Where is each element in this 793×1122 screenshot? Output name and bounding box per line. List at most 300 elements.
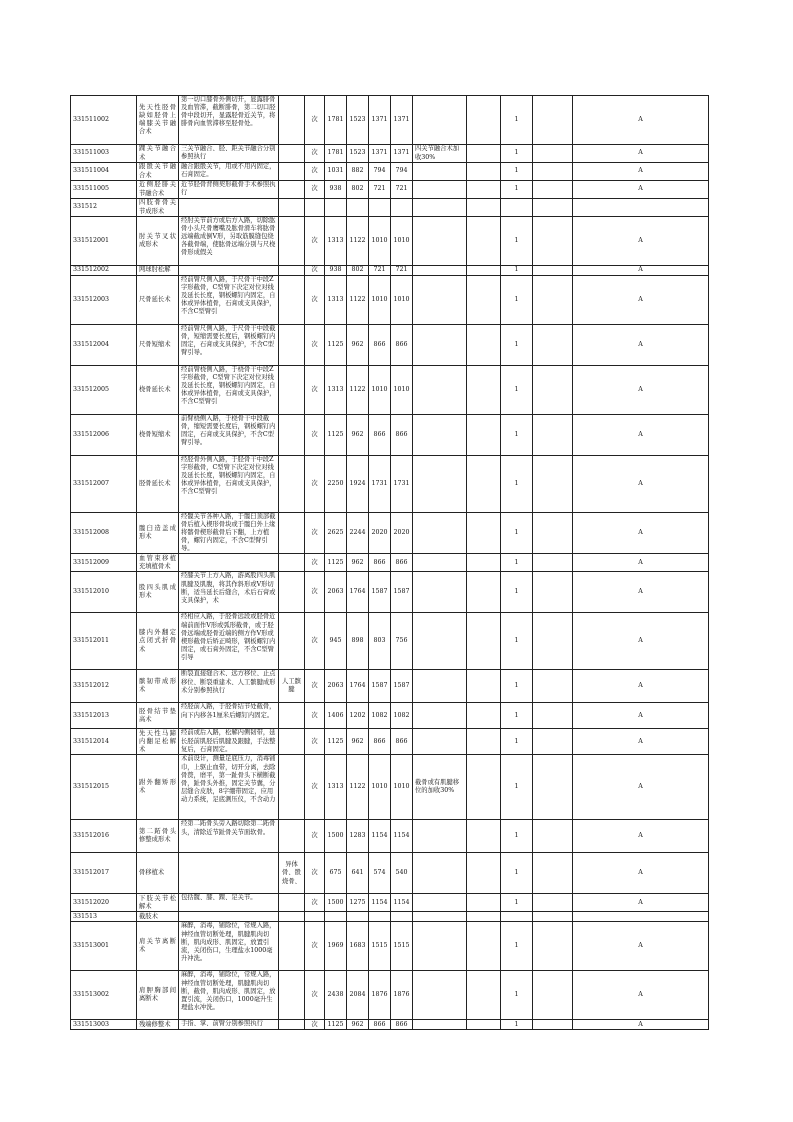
category-cell: A — [573, 415, 709, 456]
unit-cell: 次 — [305, 922, 325, 971]
price-level-2-cell: 1122 — [347, 366, 369, 415]
price-level-1-cell: 1781 — [325, 145, 347, 163]
item-description-cell — [179, 912, 279, 922]
category-cell: A — [573, 922, 709, 971]
item-name-cell: 膝内外翻定点闭式折骨术 — [137, 613, 179, 670]
price-level-4-cell: 756 — [391, 613, 413, 670]
price-level-3-cell: 1731 — [369, 456, 391, 513]
price-level-1-cell: 1969 — [325, 922, 347, 971]
grade-cell: 1 — [501, 456, 533, 513]
item-code-cell: 331512003 — [71, 276, 137, 325]
price-level-4-cell: 721 — [391, 181, 413, 199]
blank-cell — [467, 572, 501, 613]
blank-cell — [467, 1020, 501, 1030]
price-level-1-cell: 2063 — [325, 670, 347, 703]
price-level-3-cell: 866 — [369, 729, 391, 755]
price-level-2-cell: 802 — [347, 181, 369, 199]
note-cell — [413, 325, 467, 366]
blank-cell — [467, 513, 501, 554]
item-description-cell: 经胫骨外侧入路，于胫骨干中段Z字形截骨，C型臂下决定对位对线及延长长度，钢板螺钉内固定，自体或异体植骨，石膏或支具保护，不含C型臂引 — [179, 456, 279, 513]
note-cell — [413, 513, 467, 554]
blank-cell — [533, 853, 573, 894]
price-table-sheet — [70, 95, 708, 1030]
note-cell — [413, 820, 467, 853]
category-cell: A — [573, 513, 709, 554]
table-row — [71, 266, 709, 276]
unit-cell: 次 — [305, 755, 325, 820]
table-row — [71, 325, 709, 366]
price-level-2-cell: 641 — [347, 853, 369, 894]
blank-cell — [533, 670, 573, 703]
blank-cell — [467, 971, 501, 1020]
note-cell — [413, 853, 467, 894]
grade-cell: 1 — [501, 415, 533, 456]
unit-cell: 次 — [305, 181, 325, 199]
grade-cell: 1 — [501, 96, 533, 145]
price-level-2-cell: 1683 — [347, 922, 369, 971]
excluded-items-cell — [279, 572, 305, 613]
blank-cell — [467, 554, 501, 572]
price-level-4-cell: 866 — [391, 729, 413, 755]
note-cell — [413, 613, 467, 670]
price-level-1-cell: 1125 — [325, 325, 347, 366]
item-code-cell: 331512013 — [71, 703, 137, 729]
price-level-1-cell: 1500 — [325, 820, 347, 853]
note-cell — [413, 922, 467, 971]
table-row — [71, 513, 709, 554]
blank-cell — [467, 922, 501, 971]
blank-cell — [467, 729, 501, 755]
note-cell — [413, 217, 467, 266]
table-row — [71, 276, 709, 325]
price-level-4-cell: 1587 — [391, 670, 413, 703]
grade-cell: 1 — [501, 325, 533, 366]
price-level-4-cell: 866 — [391, 415, 413, 456]
category-cell: A — [573, 276, 709, 325]
price-level-4-cell — [391, 199, 413, 217]
item-name-cell: 尺骨延长术 — [137, 276, 179, 325]
item-name-cell: 血管束移植充填植骨术 — [137, 554, 179, 572]
unit-cell: 次 — [305, 820, 325, 853]
price-level-4-cell: 1010 — [391, 217, 413, 266]
item-description-cell: 经前臂桡侧入路，于桡骨干中段Z字形截骨，C型臂下决定对位对线及延长长度，钢板螺钉内固定，自体或异体植骨，石膏或支具保护，不含C型臂引 — [179, 366, 279, 415]
unit-cell: 次 — [305, 971, 325, 1020]
grade-cell: 1 — [501, 513, 533, 554]
item-name-cell: 肩关节离断术 — [137, 922, 179, 971]
blank-cell — [533, 755, 573, 820]
unit-cell: 次 — [305, 670, 325, 703]
item-code-cell: 331512 — [71, 199, 137, 217]
category-cell: A — [573, 163, 709, 181]
note-cell: 四关节融合术加收30% — [413, 145, 467, 163]
price-level-4-cell: 2020 — [391, 513, 413, 554]
table-row — [71, 613, 709, 670]
price-level-2-cell: 1523 — [347, 145, 369, 163]
price-level-2-cell: 1122 — [347, 217, 369, 266]
table-row — [71, 366, 709, 415]
grade-cell: 1 — [501, 276, 533, 325]
price-level-4-cell: 866 — [391, 554, 413, 572]
price-level-1-cell: 938 — [325, 266, 347, 276]
note-cell — [413, 894, 467, 912]
grade-cell: 1 — [501, 729, 533, 755]
price-level-2-cell: 962 — [347, 729, 369, 755]
table-row — [71, 729, 709, 755]
table-row — [71, 703, 709, 729]
price-level-1-cell — [325, 912, 347, 922]
price-level-1-cell: 1125 — [325, 415, 347, 456]
item-name-cell: 跟骰关节融合术 — [137, 163, 179, 181]
price-level-3-cell: 866 — [369, 554, 391, 572]
excluded-items-cell — [279, 729, 305, 755]
price-level-1-cell: 2063 — [325, 572, 347, 613]
blank-cell — [533, 894, 573, 912]
item-code-cell: 331512015 — [71, 755, 137, 820]
price-level-3-cell: 1154 — [369, 894, 391, 912]
price-level-2-cell: 1924 — [347, 456, 369, 513]
blank-cell — [533, 199, 573, 217]
price-level-2-cell: 898 — [347, 613, 369, 670]
price-level-4-cell: 1010 — [391, 276, 413, 325]
excluded-items-cell — [279, 912, 305, 922]
price-level-4-cell: 1010 — [391, 366, 413, 415]
category-cell: A — [573, 853, 709, 894]
item-name-cell: 踝关节融合术 — [137, 145, 179, 163]
note-cell — [413, 971, 467, 1020]
unit-cell: 次 — [305, 729, 325, 755]
table-row — [71, 971, 709, 1020]
unit-cell: 次 — [305, 266, 325, 276]
item-name-cell: 桡骨延长术 — [137, 366, 179, 415]
grade-cell: 1 — [501, 572, 533, 613]
price-level-3-cell: 866 — [369, 415, 391, 456]
unit-cell: 次 — [305, 366, 325, 415]
price-level-2-cell: 962 — [347, 325, 369, 366]
item-code-cell: 331512006 — [71, 415, 137, 456]
item-code-cell: 331513 — [71, 912, 137, 922]
item-name-cell: 下肢关节松解术 — [137, 894, 179, 912]
item-description-cell: 经前或后入路，松解内侧韧带，延长胫前肌胫后肌腱及跟腱，手法整复后，石膏固定。 — [179, 729, 279, 755]
price-level-1-cell: 945 — [325, 613, 347, 670]
price-level-2-cell: 2244 — [347, 513, 369, 554]
price-level-4-cell — [391, 912, 413, 922]
unit-cell: 次 — [305, 276, 325, 325]
table-row — [71, 853, 709, 894]
price-level-2-cell: 962 — [347, 1020, 369, 1030]
table-row — [71, 199, 709, 217]
excluded-items-cell — [279, 613, 305, 670]
grade-cell: 1 — [501, 853, 533, 894]
excluded-items-cell: 异体骨、骰烧骨、 — [279, 853, 305, 894]
item-code-cell: 331512001 — [71, 217, 137, 266]
price-level-2-cell: 1283 — [347, 820, 369, 853]
category-cell: A — [573, 456, 709, 513]
item-code-cell: 331512017 — [71, 853, 137, 894]
table-row — [71, 456, 709, 513]
price-level-2-cell: 1202 — [347, 703, 369, 729]
price-level-3-cell — [369, 912, 391, 922]
price-level-4-cell: 866 — [391, 325, 413, 366]
category-cell — [573, 199, 709, 217]
blank-cell — [467, 613, 501, 670]
blank-cell — [533, 729, 573, 755]
blank-cell — [467, 145, 501, 163]
unit-cell: 次 — [305, 1020, 325, 1030]
category-cell: A — [573, 613, 709, 670]
category-cell: A — [573, 894, 709, 912]
price-level-2-cell: 882 — [347, 163, 369, 181]
excluded-items-cell — [279, 820, 305, 853]
price-level-3-cell: 2020 — [369, 513, 391, 554]
item-code-cell: 331512009 — [71, 554, 137, 572]
blank-cell — [533, 266, 573, 276]
excluded-items-cell — [279, 266, 305, 276]
grade-cell: 1 — [501, 145, 533, 163]
note-cell — [413, 415, 467, 456]
item-description-cell: 融合跟骰关节，用或不用内固定，石膏固定。 — [179, 163, 279, 181]
blank-cell — [533, 820, 573, 853]
blank-cell — [533, 971, 573, 1020]
category-cell: A — [573, 670, 709, 703]
item-description-cell: 手指、掌、前臂分别参照执行 — [179, 1020, 279, 1030]
item-name-cell: 肘关节叉状成形术 — [137, 217, 179, 266]
price-level-3-cell: 1515 — [369, 922, 391, 971]
grade-cell: 1 — [501, 217, 533, 266]
excluded-items-cell — [279, 703, 305, 729]
note-cell — [413, 554, 467, 572]
item-description-cell: 前臂桡侧入路，于桡骨干中段截骨，缩短需要长度后，钢板螺钉内固定，石膏或支具保护，不含C型臂引导。 — [179, 415, 279, 456]
blank-cell — [533, 613, 573, 670]
price-level-3-cell — [369, 199, 391, 217]
grade-cell: 1 — [501, 1020, 533, 1030]
price-level-4-cell: 1371 — [391, 145, 413, 163]
grade-cell: 1 — [501, 971, 533, 1020]
item-code-cell: 331513003 — [71, 1020, 137, 1030]
item-name-cell: 先天性胫骨缺如胫骨上端膝关节融合术 — [137, 96, 179, 145]
price-level-2-cell: 962 — [347, 554, 369, 572]
item-code-cell: 331512016 — [71, 820, 137, 853]
item-code-cell: 331511002 — [71, 96, 137, 145]
category-cell: A — [573, 266, 709, 276]
item-name-cell: 近侧胫腓关节融合术 — [137, 181, 179, 199]
price-level-4-cell: 1154 — [391, 820, 413, 853]
category-cell: A — [573, 325, 709, 366]
item-description-cell: 第一切口膝骨外侧切开，显露腓骨及血管滞，截断腓骨，第二切口胫骨中段切开，显露胫骨近关节，将腓骨向血管滞移至胫骨处。 — [179, 96, 279, 145]
table-row — [71, 163, 709, 181]
item-name-cell: 髌韧带成形术 — [137, 670, 179, 703]
price-level-4-cell: 1515 — [391, 922, 413, 971]
unit-cell: 次 — [305, 217, 325, 266]
price-level-1-cell: 2250 — [325, 456, 347, 513]
blank-cell — [467, 755, 501, 820]
item-code-cell: 331512008 — [71, 513, 137, 554]
excluded-items-cell — [279, 217, 305, 266]
item-description-cell: 经相应入路，于胫骨远段或胫骨近端前面作V形或弧形截骨，或于胫骨远端或胫骨近端的侧方作V形或楔形截骨后矫正畸形，钢板螺钉内固定，或石膏外固定，不含C型臂引导 — [179, 613, 279, 670]
note-cell — [413, 181, 467, 199]
excluded-items-cell — [279, 181, 305, 199]
item-code-cell: 331512002 — [71, 266, 137, 276]
excluded-items-cell — [279, 96, 305, 145]
price-level-3-cell: 794 — [369, 163, 391, 181]
excluded-items-cell — [279, 325, 305, 366]
grade-cell — [501, 912, 533, 922]
note-cell — [413, 1020, 467, 1030]
item-code-cell: 331511005 — [71, 181, 137, 199]
blank-cell — [533, 513, 573, 554]
price-level-2-cell: 2084 — [347, 971, 369, 1020]
price-table — [70, 95, 709, 1030]
item-description-cell — [179, 554, 279, 572]
item-code-cell: 331513001 — [71, 922, 137, 971]
unit-cell: 次 — [305, 894, 325, 912]
table-row — [71, 572, 709, 613]
item-name-cell: 第二跖骨头修整成形术 — [137, 820, 179, 853]
note-cell — [413, 572, 467, 613]
price-level-4-cell: 1010 — [391, 755, 413, 820]
price-level-2-cell: 1764 — [347, 572, 369, 613]
item-code-cell: 331512020 — [71, 894, 137, 912]
unit-cell: 次 — [305, 415, 325, 456]
price-level-2-cell: 1275 — [347, 894, 369, 912]
item-name-cell: 胫骨结节垫高术 — [137, 703, 179, 729]
price-level-1-cell: 1125 — [325, 729, 347, 755]
table-row — [71, 96, 709, 145]
item-description-cell: 经肘关节前方或后方入路，切除肱骨小头尺骨鹰嘴及肱骨滑车将肱骨远端截成倒V形，另取筋膜缝包绕各截骨端，使肱骨远端分别与尺桡骨形成假关 — [179, 217, 279, 266]
item-code-cell: 331511003 — [71, 145, 137, 163]
excluded-items-cell — [279, 456, 305, 513]
price-level-2-cell — [347, 912, 369, 922]
table-row — [71, 145, 709, 163]
category-cell: A — [573, 820, 709, 853]
blank-cell — [467, 670, 501, 703]
table-row — [71, 670, 709, 703]
blank-cell — [467, 853, 501, 894]
unit-cell: 次 — [305, 703, 325, 729]
item-code-cell: 331512012 — [71, 670, 137, 703]
item-code-cell: 331512014 — [71, 729, 137, 755]
unit-cell: 次 — [305, 96, 325, 145]
unit-cell: 次 — [305, 513, 325, 554]
item-name-cell: 桡骨短缩术 — [137, 415, 179, 456]
note-cell — [413, 163, 467, 181]
blank-cell — [533, 145, 573, 163]
category-cell: A — [573, 554, 709, 572]
excluded-items-cell — [279, 276, 305, 325]
price-level-2-cell: 1122 — [347, 755, 369, 820]
price-level-1-cell: 675 — [325, 853, 347, 894]
unit-cell: 次 — [305, 853, 325, 894]
blank-cell — [467, 181, 501, 199]
blank-cell — [467, 703, 501, 729]
blank-cell — [533, 922, 573, 971]
blank-cell — [467, 163, 501, 181]
price-level-1-cell: 2438 — [325, 971, 347, 1020]
price-level-2-cell: 962 — [347, 415, 369, 456]
item-description-cell — [179, 853, 279, 894]
blank-cell — [467, 366, 501, 415]
item-description-cell: 经髋关节各种入路，于髋臼顶部截骨后植入楔形骨块或于髋臼外上缘将髂骨楔形截骨后下翻，上方植骨，螺钉内固定，不含C型臂引导。 — [179, 513, 279, 554]
item-description-cell: 经前臂尺侧入路，于尺骨干中段截骨，短缩需要长度后，钢板螺钉内固定，石膏或支具保护，不含C型臂引导。 — [179, 325, 279, 366]
category-cell: A — [573, 572, 709, 613]
note-cell — [413, 456, 467, 513]
item-name-cell: 髋臼造盖成形术 — [137, 513, 179, 554]
note-cell — [413, 276, 467, 325]
unit-cell: 次 — [305, 163, 325, 181]
price-level-1-cell: 1125 — [325, 554, 347, 572]
item-description-cell: 术前设计，测量足底压力，消毒铺巾，上驱止血带，切开分离，去除骨赘，磨平，第一趾骨头下横断截骨，趾骨头外推，固定关节囊，分层缝合皮肤，8字绷带固定，应用动力系统，足底测压仪，不含动力 — [179, 755, 279, 820]
item-code-cell: 331512011 — [71, 613, 137, 670]
excluded-items-cell — [279, 894, 305, 912]
grade-cell: 1 — [501, 670, 533, 703]
price-level-2-cell: 1122 — [347, 276, 369, 325]
price-level-3-cell: 1010 — [369, 755, 391, 820]
item-description-cell: 经第二跖骨头旁入路切除第二跖骨头，清除近节趾骨关节面软骨。 — [179, 820, 279, 853]
category-cell: A — [573, 971, 709, 1020]
item-code-cell: 331512004 — [71, 325, 137, 366]
item-description-cell: 经前臂尺侧入路，于尺骨干中段Z字形截骨，C型臂下决定对位对线及延长长度，钢板螺钉内固定，自体或异体植骨，石膏或支具保护，不含C型臂引 — [179, 276, 279, 325]
table-row — [71, 820, 709, 853]
price-level-1-cell: 938 — [325, 181, 347, 199]
unit-cell — [305, 199, 325, 217]
category-cell: A — [573, 217, 709, 266]
excluded-items-cell — [279, 755, 305, 820]
price-level-4-cell: 540 — [391, 853, 413, 894]
grade-cell: 1 — [501, 894, 533, 912]
price-level-3-cell: 1876 — [369, 971, 391, 1020]
item-code-cell: 331512005 — [71, 366, 137, 415]
blank-cell — [467, 912, 501, 922]
category-cell: A — [573, 181, 709, 199]
table-row — [71, 755, 709, 820]
unit-cell — [305, 912, 325, 922]
blank-cell — [467, 894, 501, 912]
price-level-3-cell: 1154 — [369, 820, 391, 853]
price-level-3-cell: 866 — [369, 1020, 391, 1030]
category-cell: A — [573, 366, 709, 415]
blank-cell — [533, 912, 573, 922]
price-level-3-cell: 1010 — [369, 366, 391, 415]
table-row — [71, 415, 709, 456]
item-name-cell: 网球肘松解 — [137, 266, 179, 276]
price-level-4-cell: 1587 — [391, 572, 413, 613]
note-cell — [413, 266, 467, 276]
excluded-items-cell — [279, 554, 305, 572]
unit-cell: 次 — [305, 325, 325, 366]
note-cell — [413, 366, 467, 415]
excluded-items-cell — [279, 145, 305, 163]
blank-cell — [533, 456, 573, 513]
item-name-cell: 胫骨延长术 — [137, 456, 179, 513]
item-name-cell: 先天性马蹄内翻足松解术 — [137, 729, 179, 755]
price-level-4-cell: 721 — [391, 266, 413, 276]
excluded-items-cell — [279, 1020, 305, 1030]
category-cell: A — [573, 145, 709, 163]
note-cell — [413, 199, 467, 217]
grade-cell: 1 — [501, 366, 533, 415]
blank-cell — [533, 96, 573, 145]
blank-cell — [467, 820, 501, 853]
item-name-cell: 四肢骨骨关节成形术 — [137, 199, 179, 217]
price-level-4-cell: 866 — [391, 1020, 413, 1030]
item-description-cell: 三关节融合、胫、距关节融合分别参照执行 — [179, 145, 279, 163]
item-description-cell: 近节胫骨背侧契形截骨手术参照执行 — [179, 181, 279, 199]
blank-cell — [533, 415, 573, 456]
price-level-4-cell: 1876 — [391, 971, 413, 1020]
item-name-cell: 跗外翻矫形术 — [137, 755, 179, 820]
price-level-1-cell: 1313 — [325, 217, 347, 266]
excluded-items-cell — [279, 199, 305, 217]
category-cell: A — [573, 729, 709, 755]
